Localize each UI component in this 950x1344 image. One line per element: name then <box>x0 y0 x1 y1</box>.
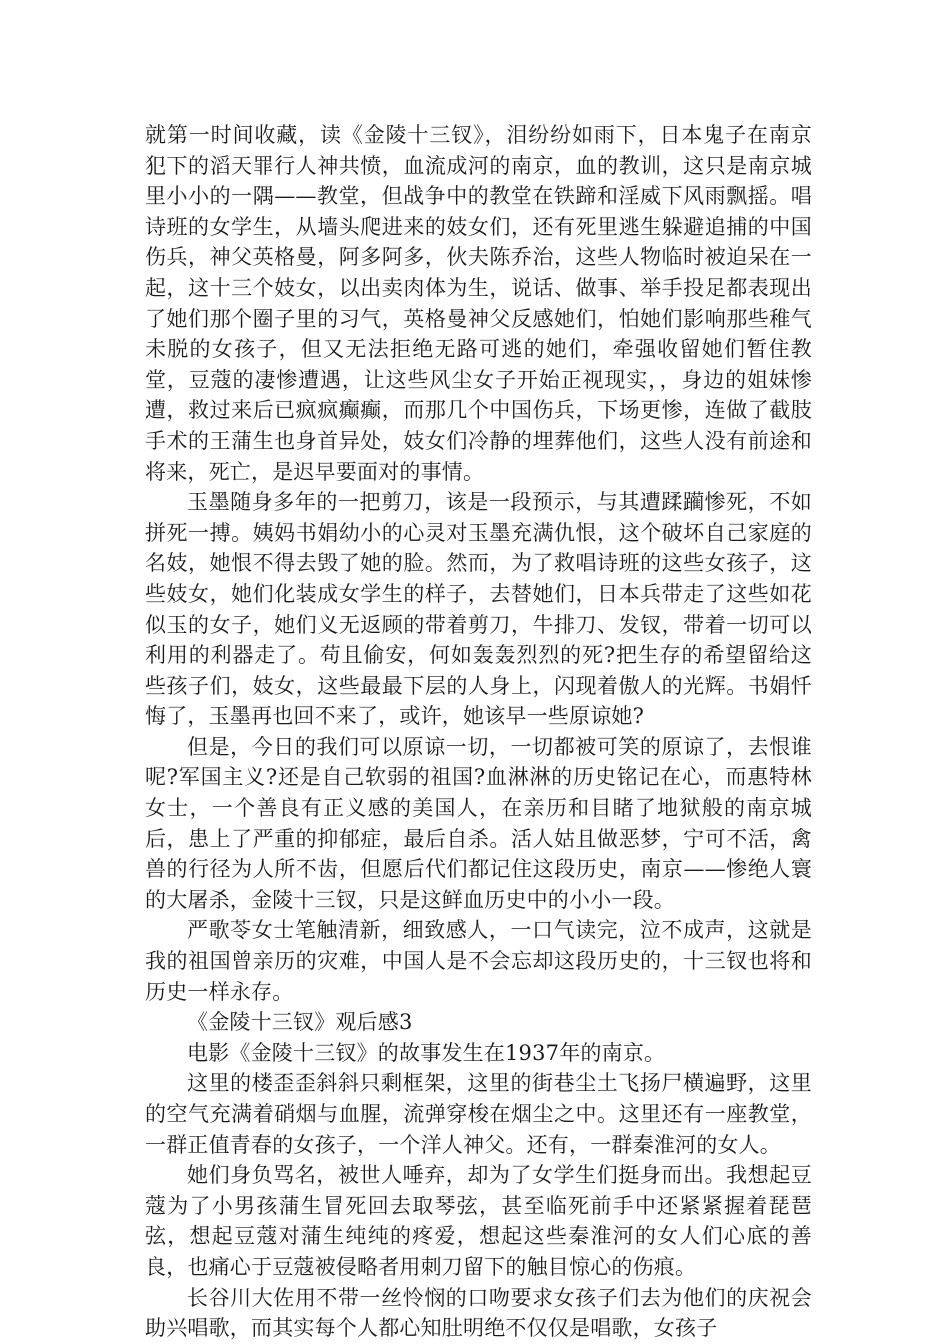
paragraph-doukou: 她们身负骂名，被世人唾弃，却为了女学生们挺身而出。我想起豆蔻为了小男孩蒲生冒死回去取琴弦，甚至临死前手中还紧紧握着琵琶弦，想起豆蔻对蒲生纯纯的疼爱，想起这些秦淮河的女人们心底的善良，也痛心于豆蔻被侵略者用刺刀留下的触目惊心的伤痕。 <box>145 1163 812 1279</box>
paragraph-film-intro: 电影《金陵十三钗》的故事发生在1937年的南京。 <box>187 1040 666 1065</box>
paragraph-opening: 就第一时间收藏，读《金陵十三钗》，泪纷纷如雨下，日本鬼子在南京犯下的滔天罪行人神共愤，血流成河的南京，血的教训，这只是南京城里小小的一隅——教堂，但战争中的教堂在铁蹄和淫威下风雨飘摇。唱诗班的女学生，从墙头爬进来的妓女们，还有死里逃生躲避追捕的中国伤兵，神父英格曼，阿多阿多，伙夫陈乔治，这些人物临时被迫呆在一起，这十三个妓女，以出卖肉体为生，说话、做事、举手投足都表现出了她们那个圈子里的习气，英格曼神父反感她们，怕她们影响那些稚气未脱的女孩子，但又无法拒绝无路可逃的她们，牵强收留她们暂住教堂，豆蔻的凄惨遭遇，让这些风尘女子开始正视现实，，身边的姐妹惨遭，救过来后已疯疯癫癫，而那几个中国伤兵，下场更惨，连做了截肢手术的王蒲生也身首异处，妓女们冷静的埋葬他们，这些人没有前途和将来，死亡，是迟早要面对的事情。 <box>145 123 812 484</box>
paragraph-hasegawa: 长谷川大佐用不带一丝怜悯的口吻要求女孩子们去为他们的庆祝会助兴唱歌，而其实每个人都心知肚明绝不仅仅是唱歌，女孩子 <box>145 1285 812 1341</box>
paragraph-author-praise: 严歌苓女士笔触清新，细致感人，一口气读完，泣不成声，这就是我的祖国曾亲历的灾难，中国人是不会忘却这段历史的，十三钗也将和历史一样永存。 <box>145 918 812 1004</box>
paragraph-yumo-scissors: 玉墨随身多年的一把剪刀，该是一段预示，与其遭蹂躏惨死，不如拼死一搏。姨妈书娟幼小的心灵对玉墨充满仇恨，这个破坏自己家庭的名妓，她恨不得去毁了她的脸。然而，为了救唱诗班的这些女孩子，这些妓女，她们化装成女学生的样子，去替她们，日本兵带走了这些如花似玉的女子，她们义无返顾的带着剪刀，牛排刀、发钗，带着一切可以利用的利器走了。苟且偷安，何如轰轰烈烈的死?把生存的希望留给这些孩子们，妓女，这些最最下层的人身上，闪现着傲人的光辉。书娟忏悔了，玉墨再也回不来了，或许，她该早一些原谅她? <box>145 490 812 729</box>
paragraph-forgiveness: 但是，今日的我们可以原谅一切，一切都被可笑的原谅了，去恨谁呢?军国主义?还是自己软弱的祖国?血淋淋的历史铭记在心，而惠特林女士，一个善良有正义感的美国人，在亲历和目睹了地狱般的南京城后，患上了严重的抑郁症，最后自杀。活人姑且做恶梦，宁可不活，禽兽的行径为人所不齿，但愿后代们都记住这段历史，南京——惨绝人寰的大屠杀，金陵十三钗，只是这鲜血历史中的小小一段。 <box>145 734 812 912</box>
document-page <box>145 120 812 1344</box>
paragraph-city-scene: 这里的楼歪歪斜斜只剩框架，这里的街巷尘土飞扬尸横遍野，这里的空气充满着硝烟与血腥，流弹穿梭在烟尘之中。这里还有一座教堂，一群正值青春的女孩子，一个洋人神父。还有，一群秦淮河的女人。 <box>145 1071 812 1157</box>
section-heading: 《金陵十三钗》观后感3 <box>187 1010 413 1035</box>
